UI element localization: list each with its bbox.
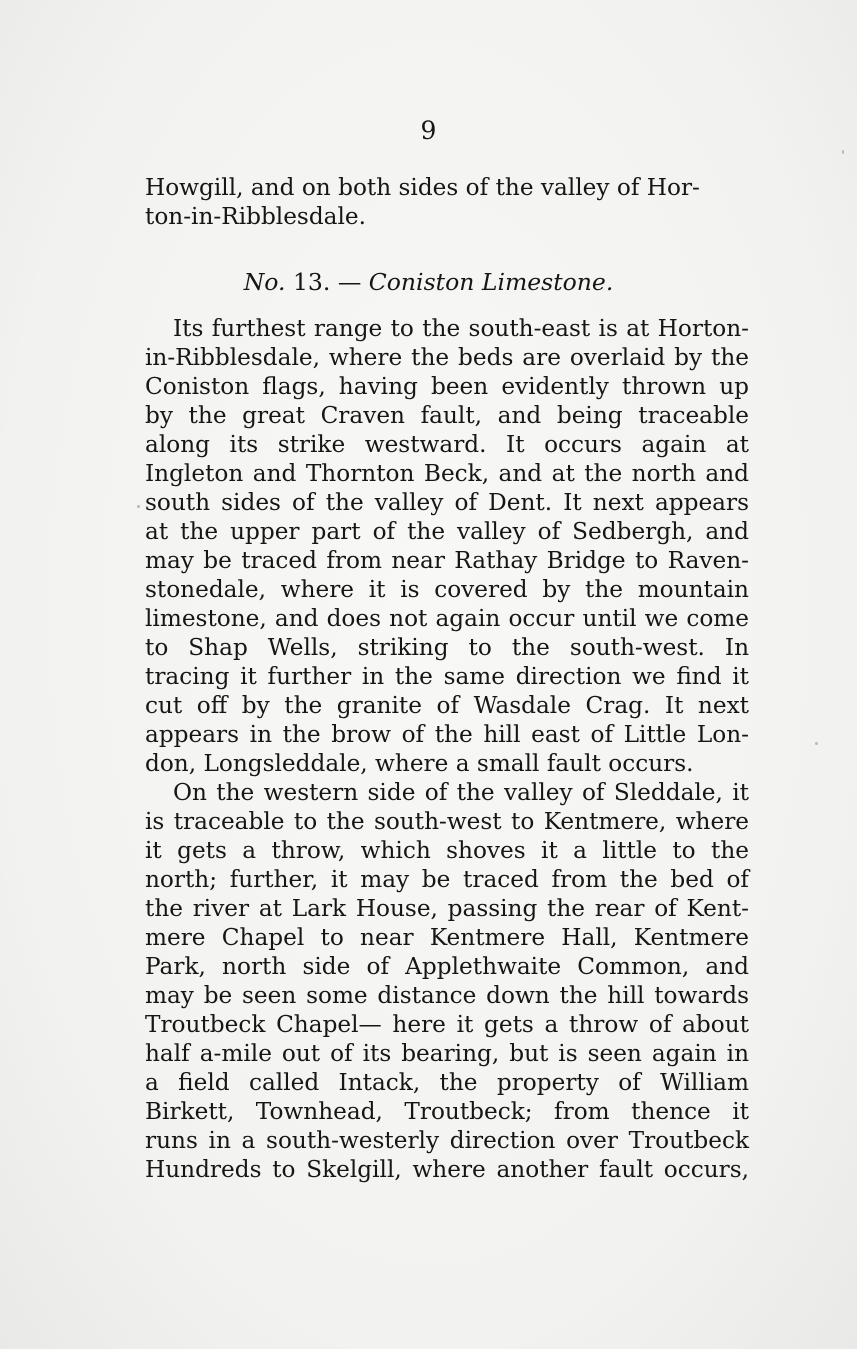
text-line: Park, north side of Applethwaite Common, and bbox=[145, 953, 749, 980]
heading-subject: Coniston Limestone. bbox=[368, 268, 614, 296]
text-line: Coniston flags, having been evidently thrown up bbox=[145, 373, 749, 400]
text-line: it gets a throw, which shoves it a little to the bbox=[145, 837, 749, 864]
text-line: limestone, and does not again occur until we come bbox=[145, 605, 749, 632]
text-line: mere Chapel to near Kentmere Hall, Kentmere bbox=[145, 924, 749, 951]
page-number: 9 bbox=[420, 116, 437, 145]
text-line: runs in a south-westerly direction over Troutbeck bbox=[145, 1127, 749, 1154]
paper-speck bbox=[137, 505, 140, 508]
heading-number-label: No. bbox=[243, 268, 286, 296]
paper-speck bbox=[842, 150, 844, 154]
text-line: cut off by the granite of Wasdale Crag. It next bbox=[145, 692, 749, 719]
text-line: appears in the brow of the hill east of Little Lon- bbox=[145, 721, 749, 748]
text-line: stonedale, where it is covered by the mountain bbox=[145, 576, 749, 603]
text-line: north; further, it may be traced from the bed of bbox=[145, 866, 749, 893]
heading-number-value: 13. bbox=[292, 268, 331, 296]
paper-speck bbox=[815, 742, 818, 745]
heading-dash: — bbox=[337, 268, 362, 296]
text-line: tracing it further in the same direction we find it bbox=[145, 663, 749, 690]
text-line: in-Ribblesdale, where the beds are overlaid by the bbox=[145, 344, 749, 371]
text-line: Its furthest range to the south-east is at Horton- bbox=[173, 315, 749, 342]
text-line: is traceable to the south-west to Kentmere, where bbox=[145, 808, 749, 835]
text-line: along its strike westward. It occurs again at bbox=[145, 431, 749, 458]
text-line: by the great Craven fault, and being traceable bbox=[145, 402, 749, 429]
text-line: at the upper part of the valley of Sedbergh, and bbox=[145, 518, 749, 545]
text-line: half a-mile out of its bearing, but is seen again in bbox=[145, 1040, 749, 1067]
text-line: may be seen some distance down the hill towards bbox=[145, 982, 749, 1009]
text-line: Troutbeck Chapel— here it gets a throw of about bbox=[145, 1011, 749, 1038]
text-line: a field called Intack, the property of William bbox=[145, 1069, 749, 1096]
text-line: don, Longsleddale, where a small fault occurs. bbox=[145, 750, 694, 777]
text-line: Birkett, Townhead, Troutbeck; from thence it bbox=[145, 1098, 749, 1125]
text-line: Hundreds to Skelgill, where another fault occurs, bbox=[145, 1156, 749, 1183]
text-line: On the western side of the valley of Sleddale, it bbox=[173, 779, 749, 806]
text-line: Ingleton and Thornton Beck, and at the north and bbox=[145, 460, 749, 487]
text-line: to Shap Wells, striking to the south-west. In bbox=[145, 634, 749, 661]
text-line: Howgill, and on both sides of the valley of Hor- bbox=[145, 174, 700, 201]
text-line: may be traced from near Rathay Bridge to Raven- bbox=[145, 547, 749, 574]
text-line: ton-in-Ribblesdale. bbox=[145, 203, 367, 230]
text-line: south sides of the valley of Dent. It next appears bbox=[145, 489, 749, 516]
section-heading bbox=[0, 268, 857, 297]
text-line: the river at Lark House, passing the rear of Kent- bbox=[145, 895, 749, 922]
